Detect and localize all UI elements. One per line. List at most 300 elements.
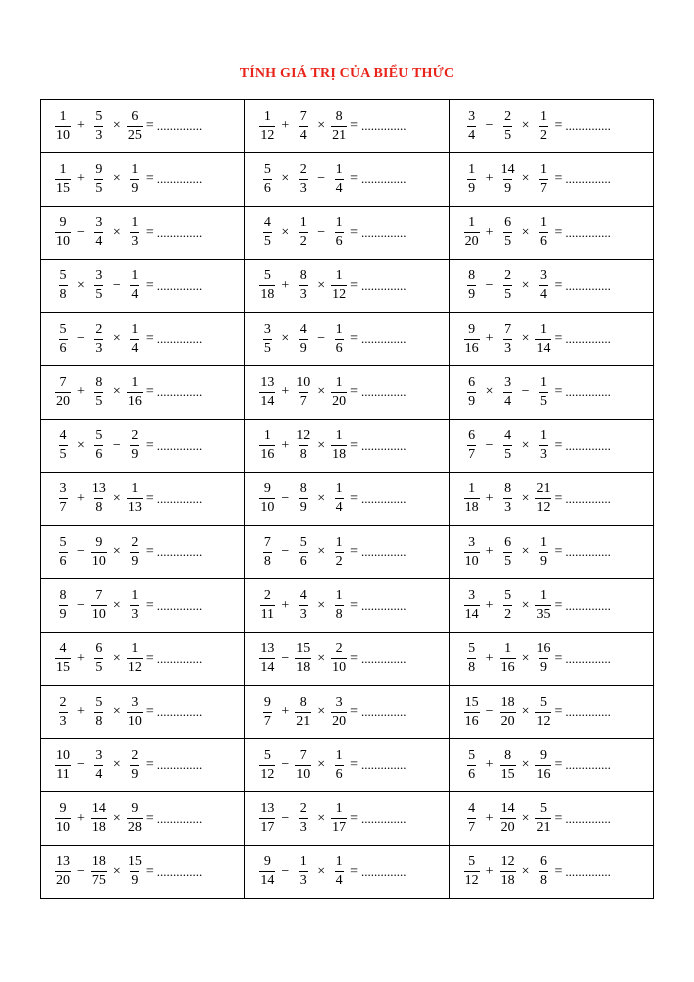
numerator: 1 [335, 481, 343, 497]
answer-blank[interactable]: .............. [361, 331, 407, 347]
fraction [127, 109, 143, 144]
answer-blank[interactable]: .............. [361, 437, 407, 453]
exercise-cell [245, 153, 449, 206]
fraction [55, 322, 71, 357]
denominator: 5 [504, 127, 512, 143]
numerator: 1 [539, 534, 547, 550]
denominator: 3 [95, 340, 103, 356]
numerator: 14 [500, 161, 515, 177]
answer-blank[interactable]: .............. [565, 384, 611, 400]
expression [41, 366, 244, 418]
answer-blank[interactable]: .............. [361, 490, 407, 506]
fraction [535, 428, 551, 463]
numerator: 13 [260, 801, 275, 817]
fraction [295, 215, 311, 250]
denominator: 75 [91, 873, 106, 889]
denominator: 12 [260, 127, 275, 143]
answer-blank[interactable]: .............. [565, 118, 611, 134]
fraction [535, 375, 551, 410]
fraction [500, 588, 516, 623]
numerator: 6 [468, 428, 476, 444]
numerator: 5 [468, 854, 476, 870]
answer-blank[interactable]: .............. [361, 384, 407, 400]
numerator: 15 [464, 694, 479, 710]
equals-sign: = [350, 810, 359, 826]
exercise-cell [449, 153, 653, 206]
exercise-cell [245, 739, 449, 792]
operator: − [485, 118, 494, 134]
denominator: 10 [91, 553, 106, 569]
denominator: 4 [504, 393, 512, 409]
expression [245, 207, 448, 259]
fraction [127, 215, 143, 250]
fraction [55, 481, 71, 516]
numerator: 2 [95, 321, 103, 337]
expression [450, 846, 653, 898]
answer-blank[interactable]: .............. [565, 331, 611, 347]
fraction [295, 748, 311, 783]
operator: × [112, 597, 121, 613]
operator: × [317, 544, 326, 560]
fraction [331, 268, 347, 303]
fraction [464, 109, 480, 144]
numerator: 14 [91, 801, 106, 817]
fraction [500, 268, 516, 303]
fraction [55, 535, 71, 570]
expression [450, 473, 653, 525]
answer-blank[interactable]: .............. [565, 277, 611, 293]
fraction [535, 162, 551, 197]
denominator: 3 [299, 607, 307, 623]
table-row [41, 632, 654, 685]
fraction [331, 375, 347, 410]
fraction [259, 428, 275, 463]
fraction [259, 109, 275, 144]
fraction [500, 162, 516, 197]
fraction [295, 641, 311, 676]
denominator: 14 [464, 607, 479, 623]
operator: − [281, 544, 290, 560]
operator: × [112, 118, 121, 134]
answer-blank[interactable]: .............. [565, 437, 611, 453]
operator: × [521, 704, 530, 720]
equals-sign: = [554, 704, 563, 720]
numerator: 1 [539, 161, 547, 177]
denominator: 10 [296, 766, 311, 782]
fraction [295, 375, 311, 410]
denominator: 6 [335, 766, 343, 782]
numerator: 13 [91, 481, 106, 497]
operator: × [281, 224, 290, 240]
denominator: 8 [263, 553, 271, 569]
numerator: 1 [335, 747, 343, 763]
operator: + [485, 597, 494, 613]
fraction [331, 588, 347, 623]
fraction [259, 322, 275, 357]
denominator: 15 [56, 180, 70, 196]
numerator: 1 [539, 428, 547, 444]
fraction [127, 588, 143, 623]
answer-blank[interactable]: .............. [361, 224, 407, 240]
exercise-cell [41, 259, 245, 312]
answer-blank[interactable]: .............. [156, 863, 203, 879]
exercise-table [40, 99, 654, 899]
denominator: 6 [59, 553, 67, 569]
fraction [127, 535, 143, 570]
answer-blank[interactable]: .............. [156, 118, 203, 134]
expression [450, 739, 653, 791]
numerator: 5 [539, 694, 547, 710]
denominator: 18 [464, 500, 479, 516]
exercise-cell [41, 579, 245, 632]
answer-blank[interactable]: .............. [565, 650, 611, 666]
denominator: 20 [500, 713, 515, 729]
operator: × [485, 384, 494, 400]
equals-sign: = [350, 757, 359, 773]
numerator: 1 [468, 481, 476, 497]
denominator: 11 [260, 607, 275, 623]
denominator: 12 [260, 766, 275, 782]
denominator: 6 [95, 447, 103, 463]
equals-sign: = [554, 810, 563, 826]
answer-blank[interactable]: .............. [565, 490, 611, 506]
numerator: 8 [335, 108, 343, 124]
operator: + [485, 331, 494, 347]
fraction [91, 268, 107, 303]
operator: + [485, 171, 494, 187]
denominator: 6 [539, 234, 547, 250]
numerator: 1 [539, 588, 547, 604]
answer-blank[interactable]: .............. [156, 437, 203, 453]
operator: × [317, 597, 326, 613]
answer-blank[interactable]: .............. [156, 597, 203, 613]
denominator: 9 [131, 766, 139, 782]
fraction [464, 162, 480, 197]
fraction [259, 535, 275, 570]
operator: + [281, 437, 290, 453]
numerator: 1 [504, 641, 512, 657]
expression [450, 633, 653, 685]
answer-blank[interactable]: .............. [361, 171, 407, 187]
operator: + [485, 863, 494, 879]
answer-blank[interactable]: .............. [565, 171, 611, 187]
operator: × [77, 277, 85, 293]
numerator: 5 [468, 641, 476, 657]
numerator: 3 [468, 588, 476, 604]
expression [245, 313, 448, 365]
numerator: 3 [95, 268, 103, 284]
equals-sign: = [145, 118, 154, 134]
exercise-cell [449, 313, 653, 366]
numerator: 1 [131, 374, 139, 390]
denominator: 3 [299, 873, 307, 889]
exercise-cell [449, 366, 653, 419]
exercise-cell [245, 632, 449, 685]
operator: × [521, 597, 530, 613]
fraction [464, 535, 480, 570]
exercise-cell [41, 366, 245, 419]
operator: × [112, 544, 121, 560]
answer-blank[interactable]: .............. [156, 384, 203, 400]
equals-sign: = [145, 704, 154, 720]
expression [450, 793, 653, 845]
fraction [55, 109, 71, 144]
operator: + [281, 118, 290, 134]
answer-blank[interactable]: .............. [361, 544, 407, 560]
exercise-cell [245, 419, 449, 472]
numerator: 6 [504, 534, 512, 550]
numerator: 1 [131, 321, 139, 337]
fraction [535, 801, 551, 836]
fraction [464, 588, 480, 623]
answer-blank[interactable]: .............. [156, 277, 203, 293]
exercise-cell [245, 685, 449, 738]
expression [450, 313, 653, 365]
answer-blank[interactable]: .............. [156, 224, 203, 240]
fraction [91, 481, 107, 516]
table-row [41, 206, 654, 259]
answer-blank[interactable]: .............. [156, 544, 203, 560]
equals-sign: = [554, 650, 563, 666]
denominator: 9 [468, 287, 476, 303]
denominator: 5 [504, 447, 512, 463]
exercise-cell [245, 259, 449, 312]
fraction [127, 375, 143, 410]
expression [41, 633, 244, 685]
denominator: 4 [131, 287, 139, 303]
fraction [55, 428, 71, 463]
denominator: 4 [335, 180, 343, 196]
equals-sign: = [145, 277, 154, 293]
answer-blank[interactable]: .............. [156, 810, 203, 826]
numerator: 5 [95, 108, 103, 124]
denominator: 7 [59, 500, 67, 516]
answer-blank[interactable]: .............. [565, 544, 611, 560]
answer-blank[interactable]: .............. [565, 224, 611, 240]
equals-sign: = [350, 863, 359, 879]
numerator: 12 [296, 428, 311, 444]
exercise-cell [449, 206, 653, 259]
numerator: 5 [95, 428, 103, 444]
answer-blank[interactable]: .............. [361, 277, 407, 293]
operator: × [521, 810, 530, 826]
equals-sign: = [145, 171, 154, 187]
numerator: 7 [299, 747, 307, 763]
operator: + [77, 704, 85, 720]
numerator: 13 [260, 641, 275, 657]
numerator: 8 [299, 694, 307, 710]
operator: × [317, 650, 326, 666]
numerator: 9 [263, 854, 271, 870]
answer-blank[interactable]: .............. [156, 490, 203, 506]
operator: × [112, 384, 121, 400]
denominator: 3 [95, 127, 103, 143]
equals-sign: = [350, 544, 359, 560]
exercise-cell [41, 792, 245, 845]
denominator: 20 [332, 393, 347, 409]
numerator: 1 [335, 534, 343, 550]
denominator: 9 [131, 180, 139, 196]
numerator: 1 [539, 374, 547, 390]
denominator: 10 [56, 234, 70, 250]
answer-blank[interactable]: .............. [565, 757, 611, 773]
denominator: 5 [504, 553, 512, 569]
numerator: 1 [335, 801, 343, 817]
table-row [41, 792, 654, 845]
denominator: 3 [504, 340, 512, 356]
fraction [464, 854, 480, 889]
denominator: 3 [299, 820, 307, 836]
denominator: 6 [335, 340, 343, 356]
answer-blank[interactable]: .............. [565, 597, 611, 613]
table-row [41, 100, 654, 153]
fraction [127, 428, 143, 463]
denominator: 9 [468, 393, 476, 409]
fraction [464, 322, 480, 357]
fraction [464, 481, 480, 516]
numerator: 6 [539, 854, 547, 870]
operator: − [112, 277, 121, 293]
expression [41, 846, 244, 898]
exercise-cell [449, 739, 653, 792]
denominator: 14 [260, 393, 275, 409]
fraction [535, 695, 551, 730]
denominator: 8 [95, 713, 103, 729]
exercise-cell [245, 526, 449, 579]
operator: − [485, 437, 494, 453]
denominator: 12 [332, 287, 347, 303]
fraction [91, 322, 107, 357]
answer-blank[interactable]: .............. [156, 331, 203, 347]
answer-blank[interactable]: .............. [361, 597, 407, 613]
operator: × [317, 437, 326, 453]
answer-blank[interactable]: .............. [156, 704, 203, 720]
answer-blank[interactable]: .............. [361, 863, 407, 879]
numerator: 1 [335, 854, 343, 870]
operator: + [485, 490, 494, 506]
denominator: 2 [504, 607, 512, 623]
operator: × [521, 863, 530, 879]
denominator: 10 [56, 820, 70, 836]
exercise-cell [245, 313, 449, 366]
numerator: 15 [296, 641, 311, 657]
expression [245, 420, 448, 472]
exercise-cell [245, 845, 449, 898]
expression [41, 260, 244, 312]
operator: + [485, 224, 494, 240]
operator: − [317, 171, 326, 187]
numerator: 13 [56, 854, 70, 870]
equals-sign: = [145, 490, 154, 506]
answer-blank[interactable]: .............. [361, 118, 407, 134]
numerator: 2 [59, 694, 67, 710]
numerator: 7 [263, 534, 271, 550]
numerator: 1 [539, 215, 547, 231]
denominator: 8 [539, 873, 547, 889]
fraction [331, 535, 347, 570]
numerator: 9 [59, 215, 67, 231]
answer-blank[interactable]: .............. [361, 810, 407, 826]
denominator: 35 [536, 607, 551, 623]
operator: × [317, 863, 326, 879]
operator: + [77, 384, 85, 400]
numerator: 3 [504, 374, 512, 390]
equals-sign: = [554, 384, 563, 400]
numerator: 5 [59, 268, 67, 284]
answer-blank[interactable]: .............. [565, 863, 611, 879]
operator: − [317, 331, 326, 347]
expression [41, 420, 244, 472]
operator: − [281, 863, 290, 879]
fraction [331, 801, 347, 836]
fraction [91, 695, 107, 730]
denominator: 3 [131, 607, 139, 623]
answer-blank[interactable]: .............. [156, 650, 203, 666]
fraction [55, 695, 71, 730]
expression [450, 686, 653, 738]
numerator: 5 [263, 161, 271, 177]
answer-blank[interactable]: .............. [156, 757, 203, 773]
denominator: 18 [332, 447, 347, 463]
operator: + [281, 384, 290, 400]
numerator: 1 [335, 215, 343, 231]
fraction [535, 588, 551, 623]
equals-sign: = [554, 277, 563, 293]
expression [41, 580, 244, 632]
denominator: 16 [464, 340, 479, 356]
numerator: 1 [335, 374, 343, 390]
fraction [331, 322, 347, 357]
numerator: 1 [59, 161, 67, 177]
denominator: 2 [539, 127, 547, 143]
denominator: 17 [332, 820, 347, 836]
denominator: 20 [56, 393, 70, 409]
answer-blank[interactable]: .............. [156, 171, 203, 187]
exercise-cell [245, 792, 449, 845]
equals-sign: = [145, 384, 154, 400]
expression [245, 260, 448, 312]
answer-blank[interactable]: .............. [565, 810, 611, 826]
denominator: 14 [260, 660, 275, 676]
operator: × [112, 490, 121, 506]
equals-sign: = [350, 384, 359, 400]
answer-blank[interactable]: .............. [565, 704, 611, 720]
numerator: 1 [468, 161, 476, 177]
equals-sign: = [145, 544, 154, 560]
expression [245, 580, 448, 632]
equals-sign: = [145, 224, 154, 240]
denominator: 14 [536, 340, 551, 356]
fraction [464, 801, 480, 836]
denominator: 16 [536, 766, 551, 782]
denominator: 25 [127, 127, 142, 143]
numerator: 8 [299, 481, 307, 497]
equals-sign: = [145, 437, 154, 453]
numerator: 3 [468, 108, 476, 124]
fraction [535, 481, 551, 516]
operator: − [485, 277, 494, 293]
operator: − [281, 490, 290, 506]
equals-sign: = [145, 331, 154, 347]
numerator: 1 [335, 321, 343, 337]
denominator: 12 [536, 500, 551, 516]
denominator: 3 [299, 287, 307, 303]
answer-blank[interactable]: .............. [361, 704, 407, 720]
answer-blank[interactable]: .............. [361, 757, 407, 773]
answer-blank[interactable]: .............. [361, 650, 407, 666]
numerator: 5 [539, 801, 547, 817]
fraction [464, 375, 480, 410]
